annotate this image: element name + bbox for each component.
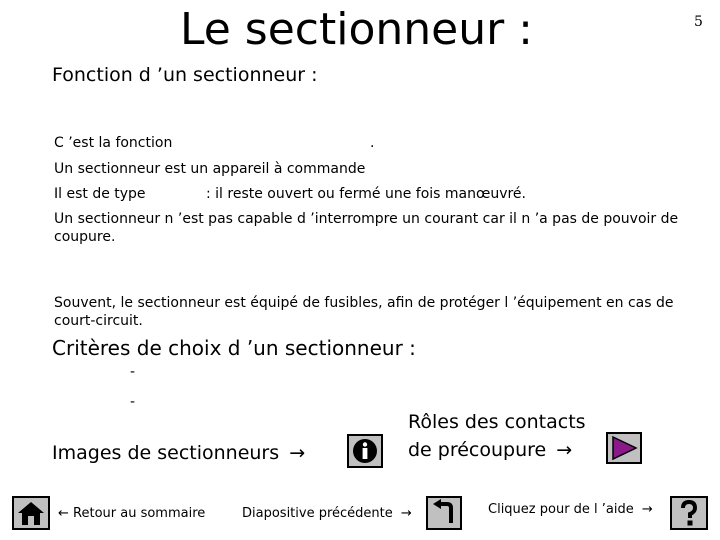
roles-play-button[interactable] — [606, 432, 642, 464]
roles-line-1: Rôles des contacts — [408, 411, 586, 433]
play-icon — [609, 435, 639, 461]
question-icon — [674, 499, 704, 527]
home-button[interactable] — [12, 496, 50, 530]
help-text: Cliquez pour de l ’aide — [488, 502, 634, 517]
arrow-right-icon: → — [400, 506, 412, 521]
arrow-right-icon: → — [556, 439, 573, 461]
help-button[interactable] — [670, 496, 708, 530]
criteria-item: - — [130, 394, 136, 410]
breaking-capacity-text: Un sectionneur n ’est pas capable d ’interrompre un courant car il n ’a pas de pouvoir de coupure. — [54, 211, 679, 245]
arrow-right-icon: → — [289, 442, 306, 464]
previous-slide-button[interactable] — [426, 496, 462, 530]
roles-link-label — [408, 408, 586, 464]
roles-text: de précoupure — [408, 439, 547, 461]
home-link-label[interactable]: ← Retour au sommaire — [58, 506, 206, 521]
function-end: . — [370, 135, 375, 151]
section-heading-function: Fonction d ’un sectionneur : — [52, 64, 318, 86]
type-rest: : il reste ouvert ou fermé une fois manœuvré. — [206, 186, 526, 202]
function-text: C ’est la fonction — [54, 135, 173, 151]
type-line — [54, 185, 526, 203]
device-line: Un sectionneur est un appareil à commande — [54, 161, 366, 177]
roles-line-2 — [408, 436, 586, 464]
page-number: 5 — [694, 14, 703, 30]
help-link-label[interactable] — [488, 502, 653, 517]
home-icon — [15, 499, 47, 527]
images-link-text: Images de sectionneurs — [52, 442, 280, 464]
previous-slide-text: Diapositive précédente — [242, 506, 393, 521]
return-icon — [429, 499, 459, 527]
info-icon — [350, 437, 380, 465]
function-line — [54, 134, 375, 152]
criteria-item: - — [130, 364, 136, 380]
type-start: Il est de type — [54, 186, 146, 202]
images-info-button[interactable] — [347, 434, 383, 468]
previous-slide-label[interactable] — [242, 506, 412, 521]
fuses-text: Souvent, le sectionneur est équipé de fusibles, afin de protéger l ’équipement en cas de court-circuit. — [54, 295, 674, 329]
arrow-right-icon: → — [641, 502, 653, 517]
section-heading-criteria: Critères de choix d ’un sectionneur : — [52, 336, 416, 360]
images-link-label — [52, 442, 305, 464]
page-title: Le sectionneur : — [180, 4, 534, 55]
